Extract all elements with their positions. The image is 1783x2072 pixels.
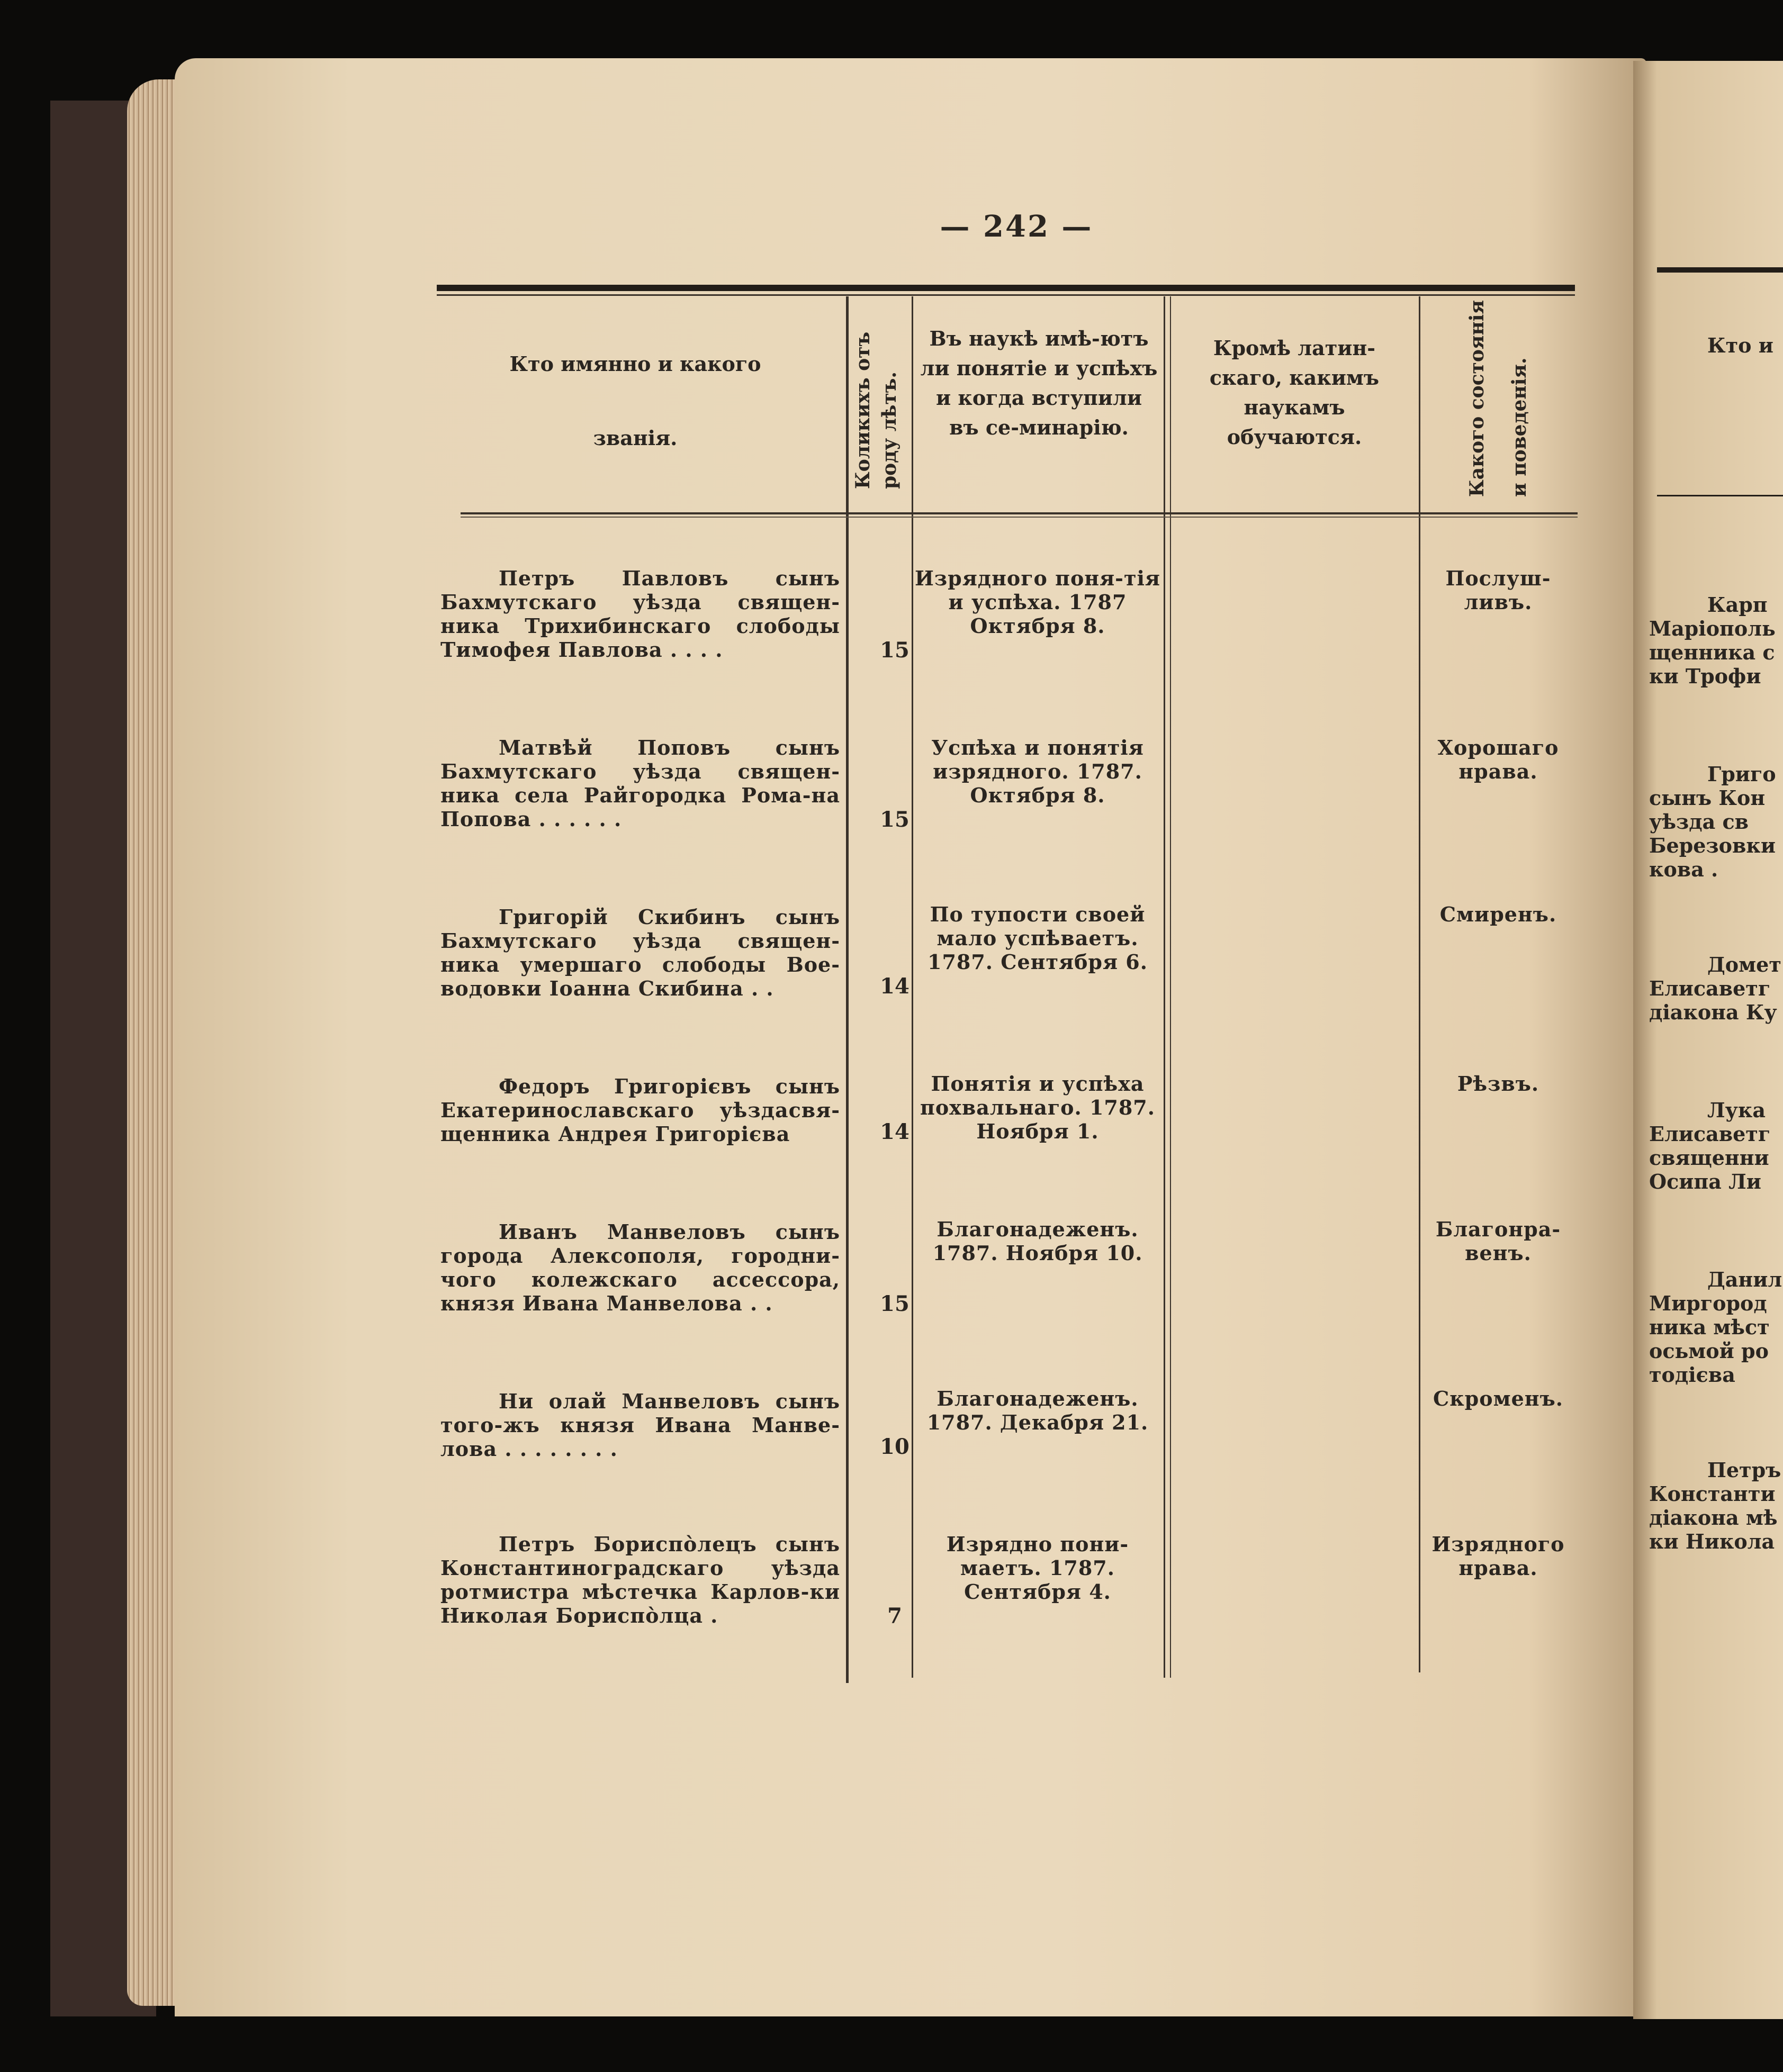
facing-page-header-fragment: Кто и [1707, 333, 1773, 357]
facing-line: ки Никола [1649, 1530, 1775, 1553]
facing-line: Миргород [1649, 1291, 1767, 1315]
row-7-conduct: Изрядного нрава. [1431, 1532, 1565, 1580]
row-7-name: Петръ Бориспо̀лецъ сынъ Константиноградскаго уѣзда ротмистра мѣстечка Карлов-ки Николая Бориспо̀лца . [440, 1532, 840, 1627]
row-1-conduct: Послуш-ливъ. [1445, 566, 1551, 614]
header-bottom-rule [461, 512, 1578, 514]
facing-line: кова . [1649, 857, 1718, 881]
row-4-years: 14 [880, 1119, 909, 1144]
header-name-line1: Кто имянно и какого [509, 352, 761, 376]
facing-line: Григо [1707, 762, 1776, 786]
header-other-subjects: Кромѣ латин-скаго, какимъ наукамъ обучаются. [1209, 336, 1380, 449]
column-divider-progress [1164, 296, 1165, 1678]
facing-line: ника мѣст [1649, 1315, 1770, 1339]
facing-line: Осипа Ли [1649, 1170, 1761, 1193]
row-3-progress: По тупости своей мало успѣваетъ. 1787. Сентября 6. [927, 902, 1148, 974]
facing-page-top-rule [1657, 267, 1783, 273]
header-conduct-line2: и поведенія. [1508, 357, 1530, 497]
facing-line: Лука [1707, 1098, 1766, 1122]
facing-line: Маріополь [1649, 617, 1776, 640]
facing-line: діакона мѣ [1649, 1506, 1778, 1530]
row-5-progress: Благонадеженъ. 1787. Ноября 10. [932, 1217, 1143, 1265]
facing-line: тодієва [1649, 1363, 1735, 1387]
left-page [175, 58, 1646, 2016]
column-divider-name [846, 296, 849, 1683]
header-name-line2: званія. [593, 426, 678, 450]
row-2-progress: Успѣха и понятія изрядного. 1787. Октября 8. [931, 736, 1144, 807]
facing-line: Елисаветг [1649, 1122, 1771, 1146]
row-4-progress: Понятія и успѣха похвальнаго. 1787. Ноября 1. [920, 1072, 1155, 1143]
header-years-line2: роду лѣтъ. [878, 372, 900, 489]
row-2-name: Матвѣй Поповъ сынъ Бахмутскаго уѣзда священ-ника села Райгородка Рома-на Попова . . . . . . [440, 736, 840, 831]
row-1-years: 15 [880, 638, 909, 663]
facing-line: уѣзда св [1649, 810, 1749, 834]
facing-line: Данил [1707, 1268, 1782, 1291]
column-divider-other [1419, 296, 1420, 1672]
facing-line: діакона Ку [1649, 1000, 1777, 1024]
facing-line: ки Трофи [1649, 664, 1761, 688]
facing-line: Карп [1707, 593, 1768, 617]
facing-line: Константи [1649, 1482, 1776, 1506]
row-4-name: Федоръ Григорієвъ сынъ Екатеринославскаго уѣздасвя-щенника Андрея Григорієва [440, 1074, 840, 1146]
facing-line: Домет [1707, 953, 1781, 976]
row-5-name: Иванъ Манвеловъ сынъ города Алексополя, городни-чого колежскаго ассессора, князя Ивана Манвелова . . [440, 1220, 840, 1315]
row-5-years: 15 [880, 1291, 909, 1316]
header-bottom-rule-thin [461, 517, 1578, 518]
table-top-rule [437, 285, 1575, 291]
facing-page-header-rule [1657, 495, 1783, 496]
row-7-years: 7 [887, 1604, 902, 1628]
row-1-name: Петръ Павловъ сынъ Бахмутскаго уѣзда священ-ника Трихибинскаго слободы Тимофея Павлова . . . . [440, 566, 840, 662]
facing-line: Березовки [1649, 834, 1776, 857]
facing-line: сынъ Кон [1649, 786, 1766, 810]
column-divider-progress-2 [1170, 296, 1171, 1678]
row-1-progress: Изрядного поня-тія и успѣха. 1787 Октября 8. [914, 566, 1161, 638]
row-2-conduct: Хорошаго нрава. [1437, 736, 1559, 783]
row-7-progress: Изрядно пони-маетъ. 1787. Сентября 4. [946, 1532, 1129, 1604]
row-3-conduct: Смиренъ. [1439, 902, 1557, 926]
row-5-conduct: Благонра-венъ. [1435, 1217, 1561, 1265]
facing-line: Петръ [1707, 1458, 1781, 1482]
row-4-conduct: Рѣзвъ. [1457, 1072, 1539, 1096]
row-6-progress: Благонадеженъ. 1787. Декабря 21. [926, 1387, 1149, 1434]
row-6-conduct: Скроменъ. [1433, 1387, 1563, 1410]
header-years-line1: Коликихъ отъ [852, 331, 874, 489]
facing-line: священни [1649, 1146, 1769, 1170]
row-2-years: 15 [880, 807, 909, 832]
row-6-years: 10 [880, 1434, 909, 1459]
facing-line: осьмой ро [1649, 1339, 1769, 1363]
facing-line: щенника с [1649, 640, 1775, 664]
header-progress: Въ наукѣ имѣ-ютъ ли понятіе и успѣхъ и когда вступили въ се-минарію. [920, 327, 1158, 439]
header-conduct-line1: Какого состоянія [1466, 300, 1488, 497]
table-top-rule-thin [437, 294, 1575, 296]
page-number: — 242 — [940, 209, 1093, 244]
row-6-name: Ни олай Манвеловъ сынъ того-жъ князя Ивана Манве-лова . . . . . . . . [440, 1389, 840, 1461]
row-3-years: 14 [880, 974, 909, 999]
row-3-name: Григорій Скибинъ сынъ Бахмутскаго уѣзда священ-ника умершаго слободы Вое-водовки Іоанна Скибина . . [440, 905, 840, 1000]
facing-line: Елисаветг [1649, 976, 1771, 1000]
